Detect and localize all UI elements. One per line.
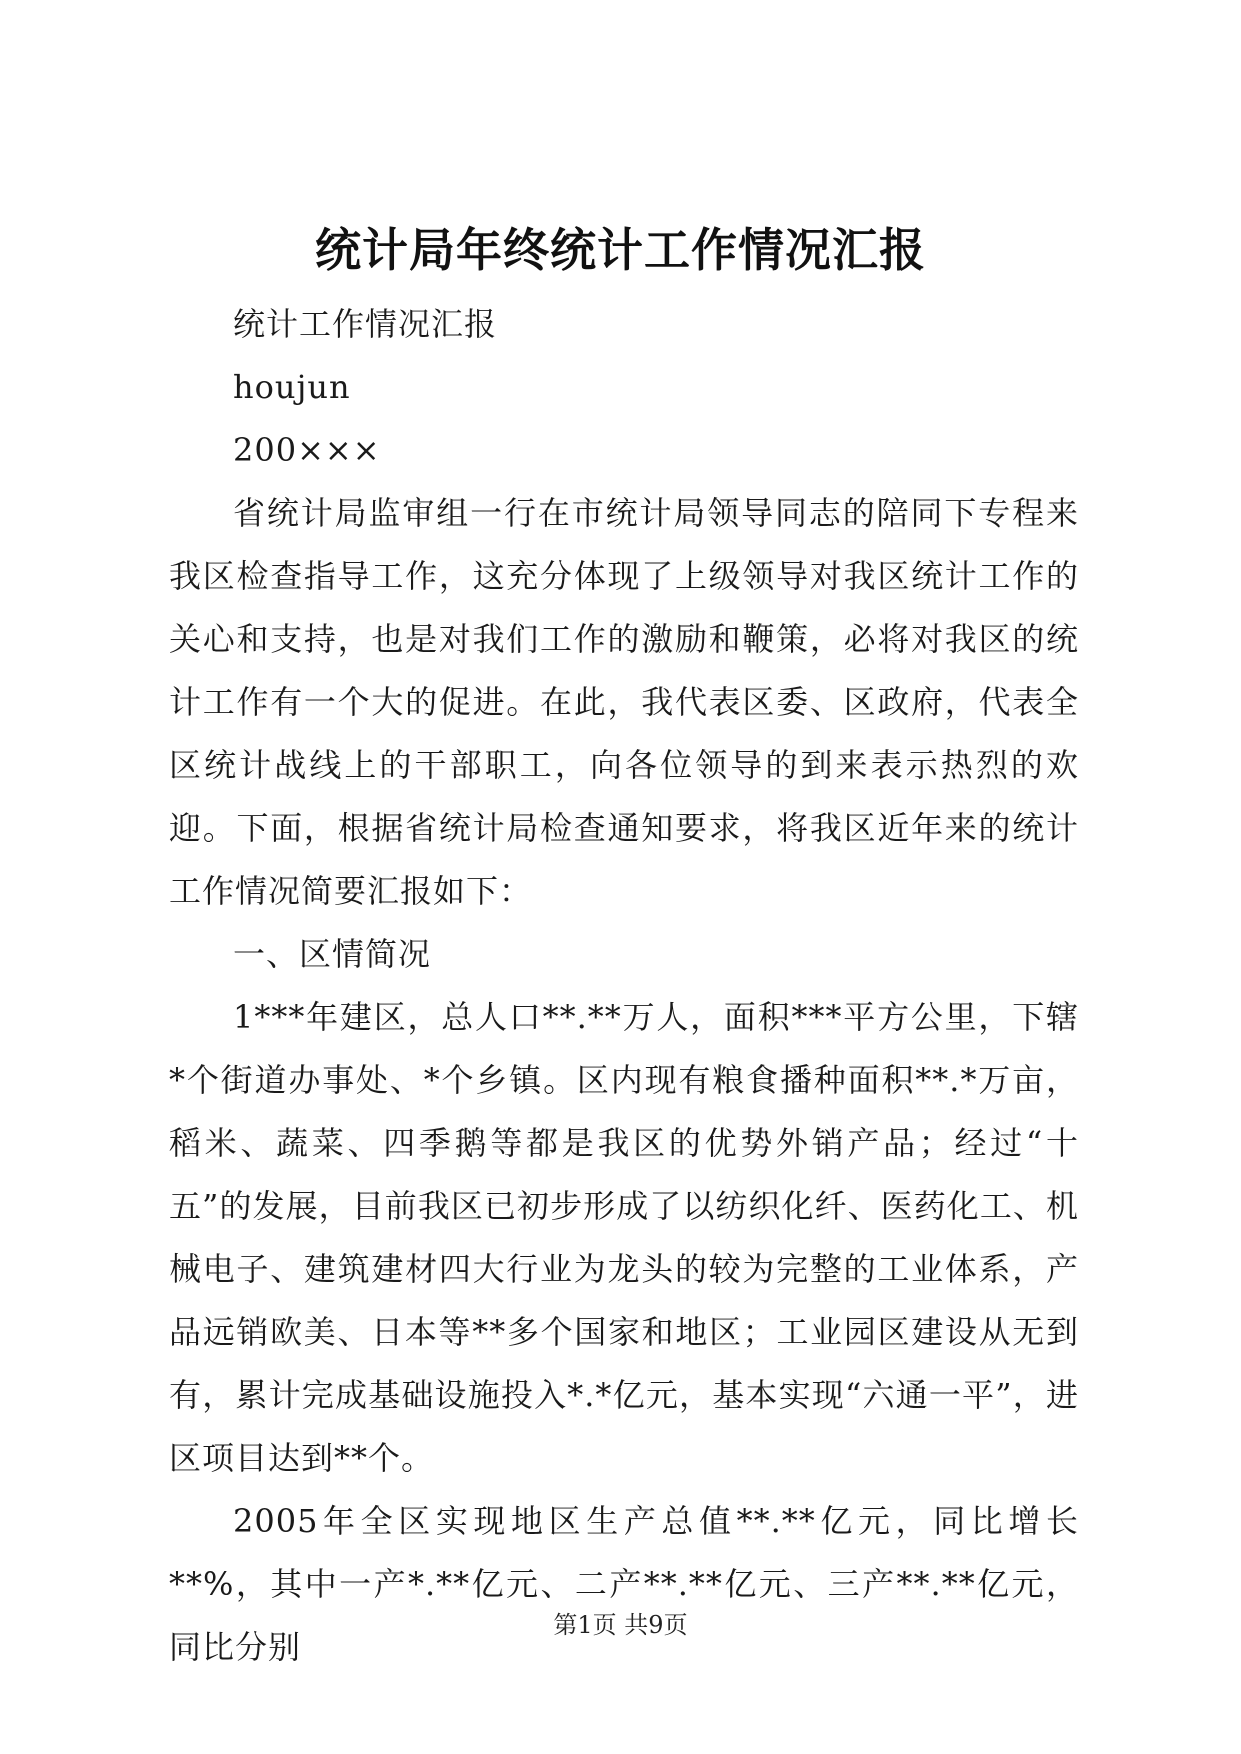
- page-footer: 第1页 共9页: [553, 1611, 688, 1639]
- date-paragraph: 200×××: [233, 431, 381, 469]
- intro-paragraph: 省统计局监审组一行在市统计局领导同志的陪同下专程来我区检查指导工作，这充分体现了上级领导对我区统计工作的关心和支持，也是对我们工作的激励和鞭策，必将对我区的统计工作有一个大的促进。在此，我代表区委、区政府，代表全区统计战线上的干部职工，向各位领导的到来表示热烈的欢迎。下面，根据省统计局检查通知要求，将我区近年来的统计工作情况简要汇报如下：: [169, 494, 1079, 910]
- author-paragraph: houjun: [233, 368, 351, 406]
- overview-paragraph: 1***年建区，总人口**.**万人，面积***平方公里，下辖*个街道办事处、*个乡镇。区内现有粮食播种面积**.*万亩，稻米、蔬菜、四季鹅等都是我区的优势外销产品；经过“十五”的发展，目前我区已初步形成了以纺织化纤、医药化工、机械电子、建筑建材四大行业为龙头的较为完整的工业体系，产品远销欧美、日本等**多个国家和地区；工业园区建设从无到有，累计完成基础设施投入*.*亿元，基本实现“六通一平”，进区项目达到**个。: [169, 998, 1079, 1477]
- subtitle-paragraph: 统计工作情况汇报: [233, 305, 498, 343]
- gdp-paragraph: 2005年全区实现地区生产总值**.**亿元，同比增长**%，其中一产*.**亿元、二产**.**亿元、三产**.**亿元，同比分别: [169, 1502, 1079, 1666]
- document-title: 统计局年终统计工作情况汇报: [315, 223, 926, 277]
- document-body: [169, 293, 1079, 1679]
- section-heading: 一、区情简况: [233, 935, 432, 973]
